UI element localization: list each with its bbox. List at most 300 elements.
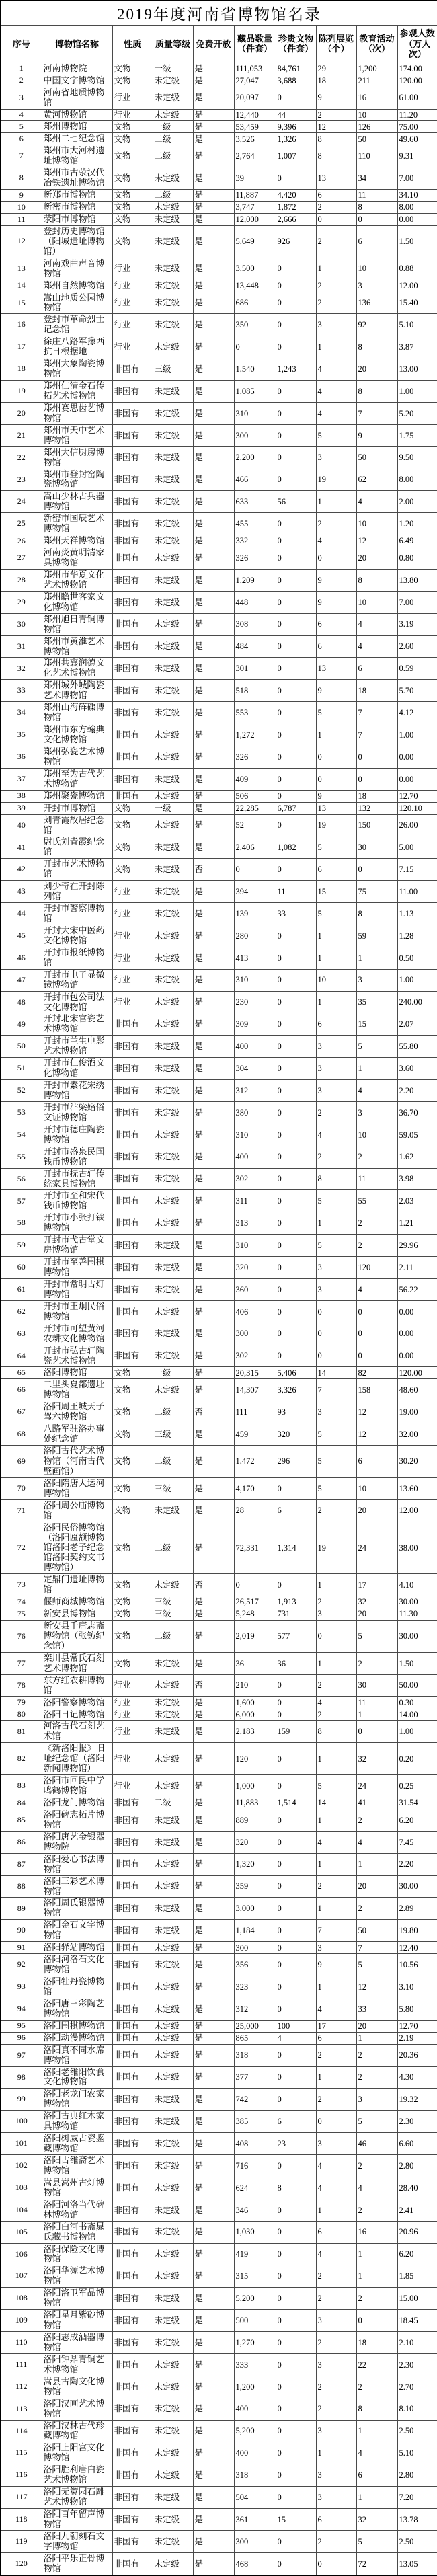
cell: 是: [193, 903, 234, 925]
cell: 郑州城外城陶瓷艺术博物馆: [42, 680, 112, 702]
cell: 登封市革命烈士记念馆: [42, 314, 112, 336]
cell: 0: [276, 446, 316, 469]
table-row: [1, 790, 437, 802]
cell: 2: [356, 1809, 397, 1831]
cell: 0: [276, 2199, 316, 2221]
cell: 是: [193, 613, 234, 635]
cell: 是: [193, 2199, 234, 2221]
cell: 20: [356, 2020, 397, 2032]
cell: 12.70: [397, 790, 437, 802]
cell: 17: [356, 1574, 397, 1596]
cell: 0.00: [397, 1300, 437, 1323]
cell: 15.40: [397, 292, 437, 314]
cell: 1,272: [234, 724, 276, 746]
cell: 2: [316, 2376, 356, 2398]
cell: 308: [234, 613, 276, 635]
column-header: 免费开放: [193, 26, 234, 63]
cell: 否: [193, 1674, 234, 1696]
cell: 110: [1, 2332, 42, 2354]
cell: 409: [234, 768, 276, 790]
cell: 洛阳周氏银器博物馆: [42, 1898, 112, 1920]
cell: 359: [234, 1875, 276, 1898]
cell: 0: [276, 2552, 316, 2575]
table-row: [1, 1709, 437, 1721]
cell: 未定级: [153, 1809, 193, 1831]
cell: 240.00: [397, 991, 437, 1013]
cell: 未定级: [153, 2020, 193, 2032]
cell: 开封市包公司法文化博物馆: [42, 991, 112, 1013]
cell: 24: [356, 1775, 397, 1797]
cell: 7.00: [397, 591, 437, 613]
table-row: [1, 2020, 437, 2032]
cell: 5: [316, 1423, 356, 1446]
cell: 46: [1, 947, 42, 969]
cell: 是: [193, 1696, 234, 1709]
cell: 未定级: [153, 2177, 193, 2199]
cell: 346: [234, 2199, 276, 2221]
cell: 未定级: [153, 969, 193, 991]
cell: 是: [193, 1168, 234, 1190]
cell: 54: [1, 1124, 42, 1146]
cell: 未定级: [153, 2199, 193, 2221]
cell: 16: [356, 2221, 397, 2243]
cell: 未定级: [153, 1709, 193, 1721]
cell: 行业: [112, 991, 153, 1013]
table-row: [1, 75, 437, 87]
cell: 1.85: [397, 2265, 437, 2288]
cell: 是: [193, 1898, 234, 1920]
cell: 686: [234, 292, 276, 314]
cell: 41: [1, 836, 42, 859]
cell: 1: [316, 336, 356, 358]
cell: 未定级: [153, 836, 193, 859]
cell: 是: [193, 1797, 234, 1809]
table-row: [1, 947, 437, 969]
cell: 5,200: [234, 2420, 276, 2442]
cell: 洛阳无篱园石雕艺术博物馆: [42, 2487, 112, 2509]
cell: 非国有: [112, 790, 153, 802]
cell: 0: [276, 680, 316, 702]
table-row: [1, 991, 437, 1013]
cell: 是: [193, 2221, 234, 2243]
cell: 0: [276, 2442, 316, 2464]
cell: 洛阳古雒斋艺术博物馆: [42, 2155, 112, 2177]
cell: 320: [234, 1831, 276, 1853]
cell: 5: [356, 2530, 397, 2552]
cell: 15: [276, 2509, 316, 2531]
cell: 是: [193, 1477, 234, 1499]
cell: 非国有: [112, 2020, 153, 2032]
cell: 311: [234, 1190, 276, 1212]
cell: 是: [193, 2310, 234, 2332]
cell: 未定级: [153, 75, 193, 87]
cell: 是: [193, 2243, 234, 2265]
cell: 8: [316, 145, 356, 167]
cell: 未定级: [153, 1323, 193, 1345]
table-row: [1, 2509, 437, 2531]
cell: 15: [316, 881, 356, 903]
table-row: [1, 1013, 437, 1036]
cell: 7: [356, 702, 397, 724]
table-row: [1, 1036, 437, 1058]
cell: 313: [234, 1212, 276, 1235]
cell: 三级: [153, 1477, 193, 1499]
cell: 3: [316, 2353, 356, 2376]
cell: 行业: [112, 109, 153, 121]
cell: 未定级: [153, 991, 193, 1013]
cell: 文物: [112, 1477, 153, 1499]
cell: 0: [276, 292, 316, 314]
cell: 30.20: [397, 1446, 437, 1478]
cell: 是: [193, 991, 234, 1013]
cell: 郑州仁清金石传拓艺术博物馆: [42, 381, 112, 403]
cell: 32: [1, 658, 42, 680]
cell: 72: [356, 2552, 397, 2575]
cell: 4: [356, 635, 397, 658]
cell: 未定级: [153, 814, 193, 836]
cell: 非国有: [112, 569, 153, 591]
cell: 是: [193, 1257, 234, 1279]
table-row: [1, 2133, 437, 2155]
cell: 洛阳老龙门农家博物馆: [42, 2089, 112, 2111]
table-row: [1, 1477, 437, 1499]
cell: 5.80: [397, 1998, 437, 2020]
cell: 是: [193, 1367, 234, 1379]
cell: 0: [316, 1621, 356, 1653]
cell: 开封市至善围棋博物馆: [42, 1257, 112, 1279]
cell: 行业: [112, 969, 153, 991]
cell: 文物: [112, 1423, 153, 1446]
cell: 非国有: [112, 513, 153, 535]
cell: 是: [193, 258, 234, 280]
cell: 未定级: [153, 2243, 193, 2265]
cell: 20: [356, 1608, 397, 1621]
cell: 33: [356, 1998, 397, 2020]
cell: 8: [356, 903, 397, 925]
cell: 7: [356, 1942, 397, 1954]
cell: 53,459: [234, 121, 276, 133]
cell: 2: [316, 1101, 356, 1124]
table-row: [1, 2530, 437, 2552]
cell: 1,200: [234, 2376, 276, 2398]
cell: 21: [1, 424, 42, 446]
cell: 48: [1, 991, 42, 1013]
cell: 是: [193, 1080, 234, 1102]
cell: 5.10: [397, 2442, 437, 2464]
cell: 300: [234, 2530, 276, 2552]
cell: 0.00: [397, 768, 437, 790]
cell: 12: [1, 225, 42, 258]
cell: 洛阳上阳宫文化博物馆: [42, 2442, 112, 2464]
cell: 八路军驻洛办事处纪念馆: [42, 1423, 112, 1446]
cell: 0.00: [397, 213, 437, 225]
cell: 洛阳唐艺金银器博物院: [42, 1831, 112, 1853]
cell: 12,000: [234, 213, 276, 225]
cell: 113: [1, 2398, 42, 2420]
cell: 14,307: [234, 1379, 276, 1401]
table-row: [1, 814, 437, 836]
cell: 未定级: [153, 513, 193, 535]
cell: 18.45: [397, 2310, 437, 2332]
cell: 0: [276, 1323, 316, 1345]
cell: 未定级: [153, 2310, 193, 2332]
cell: 39: [1, 802, 42, 814]
table-row: [1, 1446, 437, 1478]
cell: 是: [193, 2464, 234, 2487]
cell: 2: [316, 1875, 356, 1898]
cell: 是: [193, 87, 234, 109]
cell: 行业: [112, 1721, 153, 1743]
cell: 0: [276, 1743, 316, 1775]
cell: 文物: [112, 1401, 153, 1423]
cell: 1: [316, 1652, 356, 1674]
cell: 0: [276, 768, 316, 790]
cell: 1: [316, 2199, 356, 2221]
cell: 30: [356, 1674, 397, 1696]
cell: 栾川县常氏石刻艺术博物馆: [42, 1652, 112, 1674]
cell: 非国有: [112, 2032, 153, 2044]
cell: 3,688: [276, 75, 316, 87]
table-row: [1, 292, 437, 314]
cell: 91: [1, 1942, 42, 1954]
cell: 8: [316, 133, 356, 145]
cell: 未定级: [153, 2155, 193, 2177]
cell: 310: [234, 1124, 276, 1146]
cell: 300: [234, 1942, 276, 1954]
cell: 文物: [112, 167, 153, 190]
cell: 洛阳古典红木家具博物馆: [42, 2111, 112, 2133]
cell: 郑州市天中艺术博物馆: [42, 424, 112, 446]
cell: 文物: [112, 190, 153, 202]
cell: 5: [356, 1036, 397, 1058]
cell: 26.00: [397, 814, 437, 836]
cell: 300: [234, 1323, 276, 1345]
cell: 75: [356, 881, 397, 903]
cell: 27: [1, 547, 42, 570]
table-row: [1, 2464, 437, 2487]
cell: 郑州聚瓷博物馆: [42, 790, 112, 802]
cell: 偃师商城博物馆: [42, 1596, 112, 1608]
cell: 郑州市华夏文化艺术博物馆: [42, 569, 112, 591]
cell: 2,183: [234, 1721, 276, 1743]
cell: 32: [356, 2509, 397, 2531]
cell: 13: [316, 802, 356, 814]
cell: 8: [1, 167, 42, 190]
cell: 未定级: [153, 1721, 193, 1743]
cell: 10: [356, 591, 397, 613]
cell: 未定级: [153, 1036, 193, 1058]
table-row: [1, 109, 437, 121]
cell: 1: [316, 947, 356, 969]
cell: 非国有: [112, 446, 153, 469]
cell: 12.40: [397, 1942, 437, 1954]
cell: 2: [356, 2376, 397, 2398]
cell: 非国有: [112, 402, 153, 424]
table-row: [1, 802, 437, 814]
cell: 22,285: [234, 802, 276, 814]
table-row: [1, 768, 437, 790]
cell: 郑州市古荥汉代冶铁遗址博物馆: [42, 167, 112, 190]
cell: 非国有: [112, 613, 153, 635]
cell: 未定级: [153, 2044, 193, 2066]
cell: 未定级: [153, 1257, 193, 1279]
table-row: [1, 1379, 437, 1401]
cell: 7.15: [397, 859, 437, 881]
cell: 是: [193, 1013, 234, 1036]
cell: 2.30: [397, 2353, 437, 2376]
cell: 118: [1, 2509, 42, 2531]
cell: 19.80: [397, 1920, 437, 1942]
cell: 未定级: [153, 292, 193, 314]
cell: 郑州赛思齿艺博物馆: [42, 402, 112, 424]
cell: 非国有: [112, 1920, 153, 1942]
cell: 109: [1, 2310, 42, 2332]
cell: 洛阳三彩艺术博物馆: [42, 1875, 112, 1898]
cell: 2: [356, 2288, 397, 2310]
cell: 20: [356, 1875, 397, 1898]
cell: 1: [356, 1853, 397, 1875]
table-row: [1, 903, 437, 925]
cell: 577: [276, 1621, 316, 1653]
cell: 洛阳警察博物馆: [42, 1696, 112, 1709]
cell: 黄河博物馆: [42, 109, 112, 121]
cell: 0: [276, 1124, 316, 1146]
cell: 6: [276, 2111, 316, 2133]
table-row: [1, 1300, 437, 1323]
cell: 行业: [112, 1709, 153, 1721]
table-row: [1, 202, 437, 214]
cell: 1: [356, 2265, 397, 2288]
cell: 19.32: [397, 2089, 437, 2111]
table-row: [1, 1920, 437, 1942]
cell: 11,887: [234, 190, 276, 202]
cell: 是: [193, 1652, 234, 1674]
cell: 6: [316, 2032, 356, 2044]
cell: 0: [276, 1920, 316, 1942]
cell: 14: [316, 1797, 356, 1809]
cell: 文物: [112, 1367, 153, 1379]
cell: 5: [1, 121, 42, 133]
cell: 2: [316, 292, 356, 314]
cell: 40: [1, 814, 42, 836]
cell: 未定级: [153, 1124, 193, 1146]
cell: 未定级: [153, 1146, 193, 1168]
cell: 108: [1, 2288, 42, 2310]
cell: 是: [193, 469, 234, 491]
cell: 10.56: [397, 1954, 437, 1976]
cell: 4: [356, 1831, 397, 1853]
cell: 332: [234, 535, 276, 547]
table-row: [1, 87, 437, 109]
table-row: [1, 2044, 437, 2066]
table-row: [1, 402, 437, 424]
cell: 57: [1, 1190, 42, 1212]
cell: 非国有: [112, 635, 153, 658]
cell: 42: [1, 859, 42, 881]
cell: 非国有: [112, 1036, 153, 1058]
cell: 未定级: [153, 768, 193, 790]
table-row: [1, 121, 437, 133]
cell: 14: [1, 280, 42, 292]
cell: 新郑市博物馆: [42, 190, 112, 202]
cell: 0.88: [397, 258, 437, 280]
cell: 0: [276, 925, 316, 947]
cell: 1: [316, 2442, 356, 2464]
cell: 5.00: [397, 836, 437, 859]
cell: 洛阳洛卫军品博物馆: [42, 2288, 112, 2310]
cell: 29: [316, 63, 356, 75]
cell: 4: [316, 1696, 356, 1709]
cell: 洛阳汉林古代珍藏博物馆: [42, 2420, 112, 2442]
cell: 5: [316, 1235, 356, 1257]
cell: 4: [356, 2442, 397, 2464]
cell: 419: [234, 2243, 276, 2265]
cell: 洛阳九朝刻石文字博物馆: [42, 2530, 112, 2552]
cell: 是: [193, 1809, 234, 1831]
cell: 19: [316, 1522, 356, 1574]
column-header: 性质: [112, 26, 153, 63]
cell: 0: [276, 469, 316, 491]
cell: 文物: [112, 1446, 153, 1478]
cell: 100: [276, 2020, 316, 2032]
cell: 文物: [112, 225, 153, 258]
cell: 洛阳志成酒器博物馆: [42, 2332, 112, 2354]
cell: 4: [356, 1278, 397, 1300]
table-row: [1, 591, 437, 613]
cell: 是: [193, 424, 234, 446]
cell: 非国有: [112, 680, 153, 702]
cell: 是: [193, 381, 234, 403]
cell: 未定级: [153, 2353, 193, 2376]
table-row: [1, 2353, 437, 2376]
cell: 未定级: [153, 1898, 193, 1920]
table-row: [1, 1743, 437, 1775]
cell: 是: [193, 145, 234, 167]
cell: 0: [276, 1976, 316, 1998]
cell: 文物: [112, 802, 153, 814]
cell: 18: [356, 680, 397, 702]
cell: 非国有: [112, 2155, 153, 2177]
table-row: [1, 2288, 437, 2310]
cell: 624: [234, 2177, 276, 2199]
cell: 是: [193, 814, 234, 836]
cell: 刘青霞故居纪念馆: [42, 814, 112, 836]
cell: 1,872: [276, 202, 316, 214]
cell: 310: [234, 1235, 276, 1257]
cell: 47: [1, 969, 42, 991]
cell: 是: [193, 2177, 234, 2199]
cell: 1,030: [234, 2221, 276, 2243]
cell: 0: [316, 547, 356, 570]
cell: 是: [193, 63, 234, 75]
cell: 2: [356, 1235, 397, 1257]
cell: 二级: [153, 1401, 193, 1423]
cell: 郑州市登封窑陶瓷博物馆: [42, 469, 112, 491]
cell: 13,448: [234, 280, 276, 292]
cell: 非国有: [112, 2199, 153, 2221]
cell: 9: [316, 87, 356, 109]
cell: 洛阳老雒阳饮食文化博物馆: [42, 2066, 112, 2089]
cell: 开封市素花宋绣博物馆: [42, 1080, 112, 1102]
cell: 二级: [153, 190, 193, 202]
cell: 85: [1, 1809, 42, 1831]
cell: 0: [276, 2243, 316, 2265]
cell: 洛阳百年留声博物馆: [42, 2509, 112, 2531]
cell: 否: [193, 1401, 234, 1423]
cell: 是: [193, 2288, 234, 2310]
table-row: [1, 2552, 437, 2575]
cell: 非国有: [112, 2376, 153, 2398]
